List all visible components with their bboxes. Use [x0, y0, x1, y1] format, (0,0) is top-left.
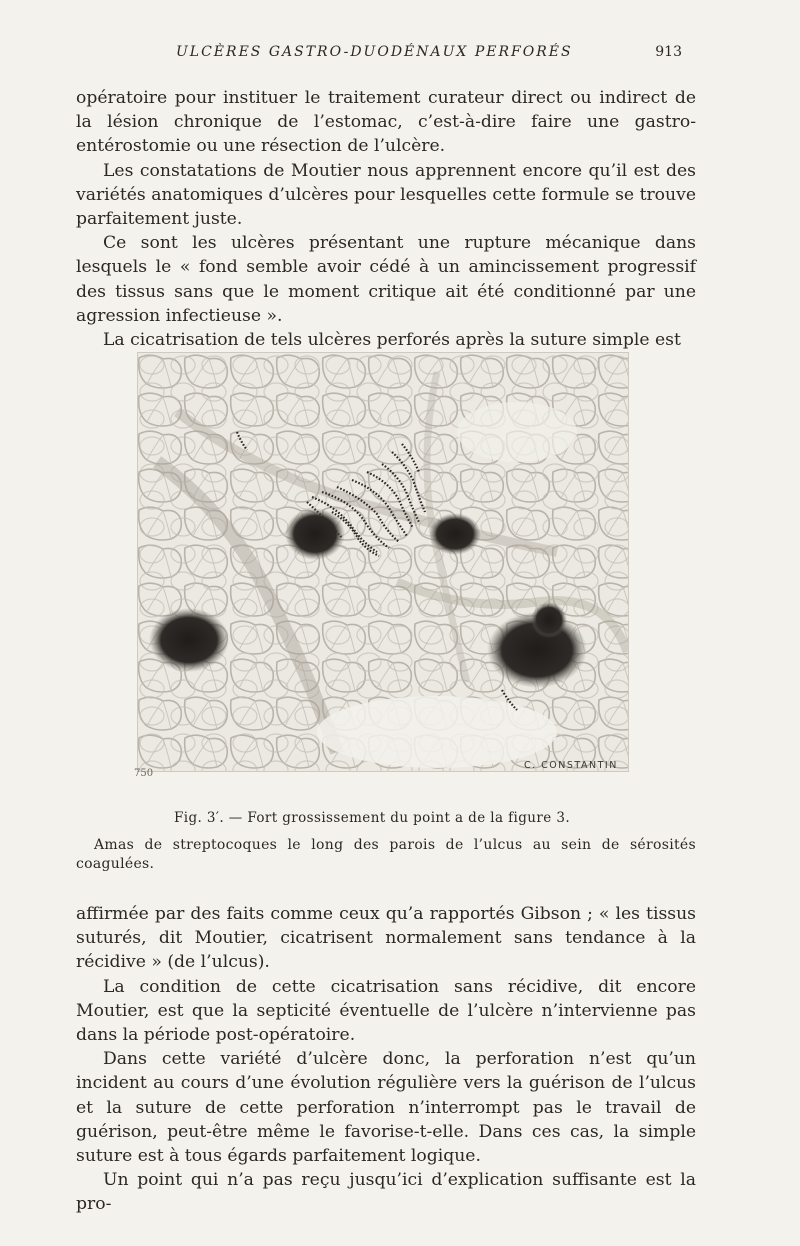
magnification-label: 750	[134, 768, 154, 779]
page-number: 913	[655, 44, 682, 60]
running-title: ULCÈRES GASTRO-DUODÉNAUX PERFORÉS	[176, 44, 573, 60]
running-header	[76, 44, 700, 66]
paragraph: La condition de cette cicatrisation sans récidive, dit encore Moutier, est que la septicité éventuelle de l’ulcère n’intervienne pas dans la période post-opératoire.	[76, 976, 696, 1046]
paragraph: Un point qui n’a pas reçu jusqu’ici d’explication suffisante est la pro-	[76, 1170, 696, 1215]
figure-caption: Fig. 3′. — Fort grossissement du point a de la figure 3.	[174, 810, 571, 826]
paragraph: Dans cette variété d’ulcère donc, la perforation n’est qu’un incident au cours d’une évolution régulière vers la guérison de l’ulcus et la suture de cette perforation n’interrompt pas le travail de guérison, peut-être même le favorise-t-elle. Dans ces cas, la simple suture est à tous égards parfaitement logique.	[76, 1049, 696, 1167]
body-text-top	[76, 86, 696, 352]
figure-legend: Amas de streptocoques le long des parois de l’ulcus au sein de sérosités coagulées.	[76, 837, 696, 872]
paragraph: opératoire pour instituer le traitement curateur direct ou indirect de la lésion chronique de l’estomac, c’est-à-dire faire une gastro-entérostomie ou une résection de l’ulcère.	[76, 88, 696, 157]
micrograph-illustration	[137, 352, 629, 772]
illustrator-signature: C. CONSTANTIN	[524, 760, 618, 771]
paragraph: La cicatrisation de tels ulcères perforés après la suture simple est	[103, 330, 681, 351]
paragraph: affirmée par des faits comme ceux qu’a rapportés Gibson ; « les tissus suturés, dit Moutier, cicatrisent normalement sans tendance à la récidive » (de l’ulcus).	[76, 904, 696, 973]
body-text-bottom	[76, 902, 696, 1217]
paragraph: Ce sont les ulcères présentant une rupture mécanique dans lesquels le « fond semble avoir cédé à un amincissement progressif des tissus sans que le moment critique ait été conditionné par une agression infectieuse ».	[76, 233, 696, 326]
paragraph: Les constatations de Moutier nous apprennent encore qu’il est des variétés anatomiques d’ulcères pour lesquelles cette formule se trouve parfaitement juste.	[76, 160, 696, 230]
